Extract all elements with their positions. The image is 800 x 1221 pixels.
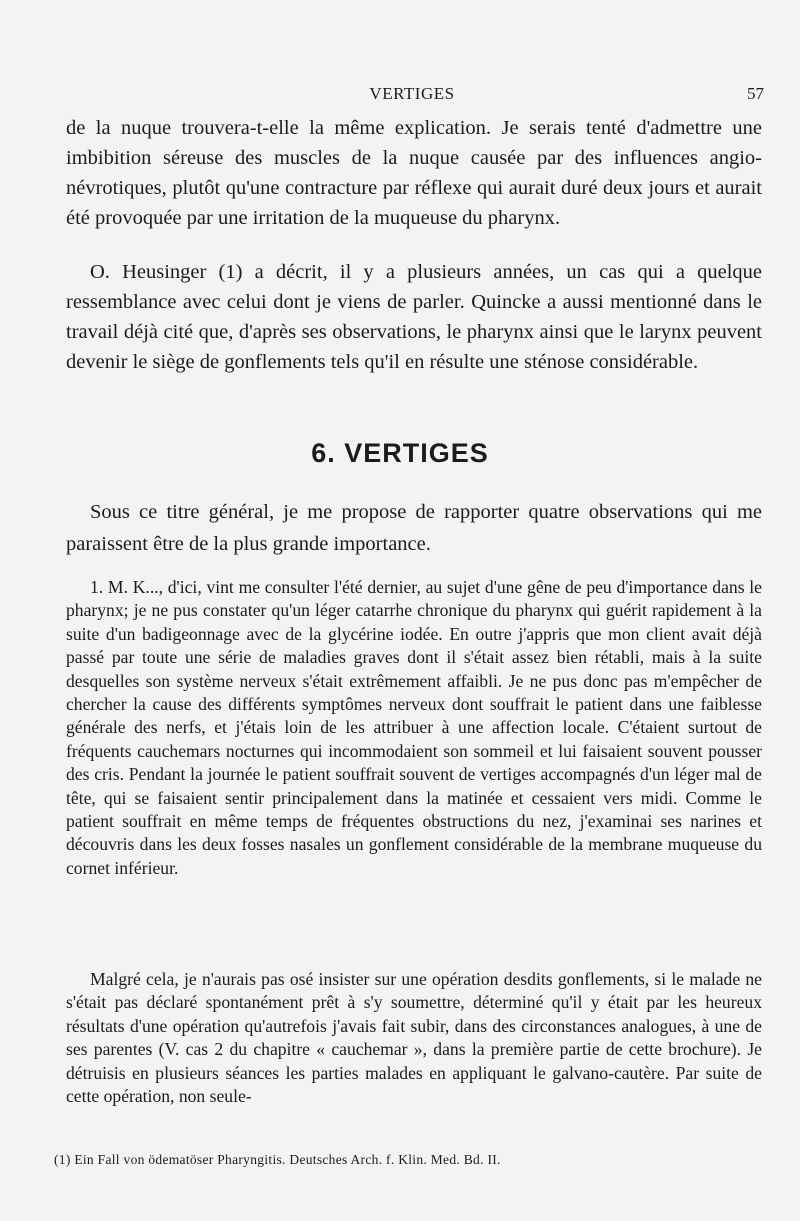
paragraph-heusinger: O. Heusinger (1) a décrit, il y a plusieurs années, un cas qui a quelque ressemblance avec celui dont je viens de parler. Quincke a aussi mentionné dans le travail déjà cité que, d'après ses observations, le pharynx ainsi que le larynx peuvent devenir le siège de gonflements tels qu'il en résulte une sténose considérable. <box>66 261 762 373</box>
case-paragraph: 1. M. K..., d'ici, vint me consulter l'été dernier, au sujet d'une gêne de peu d'importance dans le pharynx; je ne pus constater qu'un léger catarrhe chronique du pharynx qui guérit rapidement à la suite d'un badigeonnage avec de la glycérine iodée. En outre j'appris que mon client avait déjà passé par toute une série de maladies graves dont il s'était assez bien rétabli, mais à la suite desquelles son système nerveux s'était extrêmement affaibli. Je ne pus donc pas m'empêcher de chercher la cause des différents symptômes nerveux dont souffrait le patient dans une faiblesse générale des nerfs, et j'étais loin de les attribuer à une affection locale. C'étaient surtout de fréquents cauchemars nocturnes qui incommodaient son sommeil et lui faisaient souvent pousser des cris. Pendant la journée le patient souffrait souvent de vertiges accompagnés d'un léger mal de tête, qui se faisaient sentir principalement dans la matinée et cessaient vers midi. Comme le patient souffrait en même temps de fréquentes obstructions du nez, j'examinai ses narines et découvris dans les deux fosses nasales un gonflement considérable de la membrane muqueuse du cornet inférieur. <box>66 577 762 878</box>
section-title: 6. VERTIGES <box>311 438 489 468</box>
page-number: 57 <box>747 84 764 103</box>
running-title: VERTIGES <box>369 84 455 103</box>
footnote: (1) Ein Fall von ödematöser Pharyngitis. Deutsches Arch. f. Klin. Med. Bd. II. <box>54 1152 501 1167</box>
intro-paragraph: Sous ce titre général, je me propose de rapporter quatre observations qui me paraissent être de la plus grande importance. <box>66 501 762 555</box>
paragraph-continued: de la nuque trouvera-t-elle la même explication. Je serais tenté d'admettre une imbibition séreuse des muscles de la nuque causée par des influences angio-névrotiques, plutôt qu'une contracture par réflexe qui aurait duré deux jours et aurait été provoquée par une irritation de la muqueuse du pharynx. <box>66 117 762 229</box>
continuation-paragraph: Malgré cela, je n'aurais pas osé insister sur une opération desdits gonflements, si le malade ne s'était pas déclaré spontanément prêt à s'y soumettre, déterminé qu'il y était par les heureux résultats d'une opération qu'autrefois j'avais fait subir, dans des circonstances analogues, à une de ses parentes (V. cas 2 du chapitre « cauchemar », dans la première partie de cette brochure). Je détruisis en plusieurs séances les parties malades en appliquant le galvano-cautère. Par suite de cette opération, non seule- <box>66 969 762 1107</box>
page-header <box>60 84 764 108</box>
